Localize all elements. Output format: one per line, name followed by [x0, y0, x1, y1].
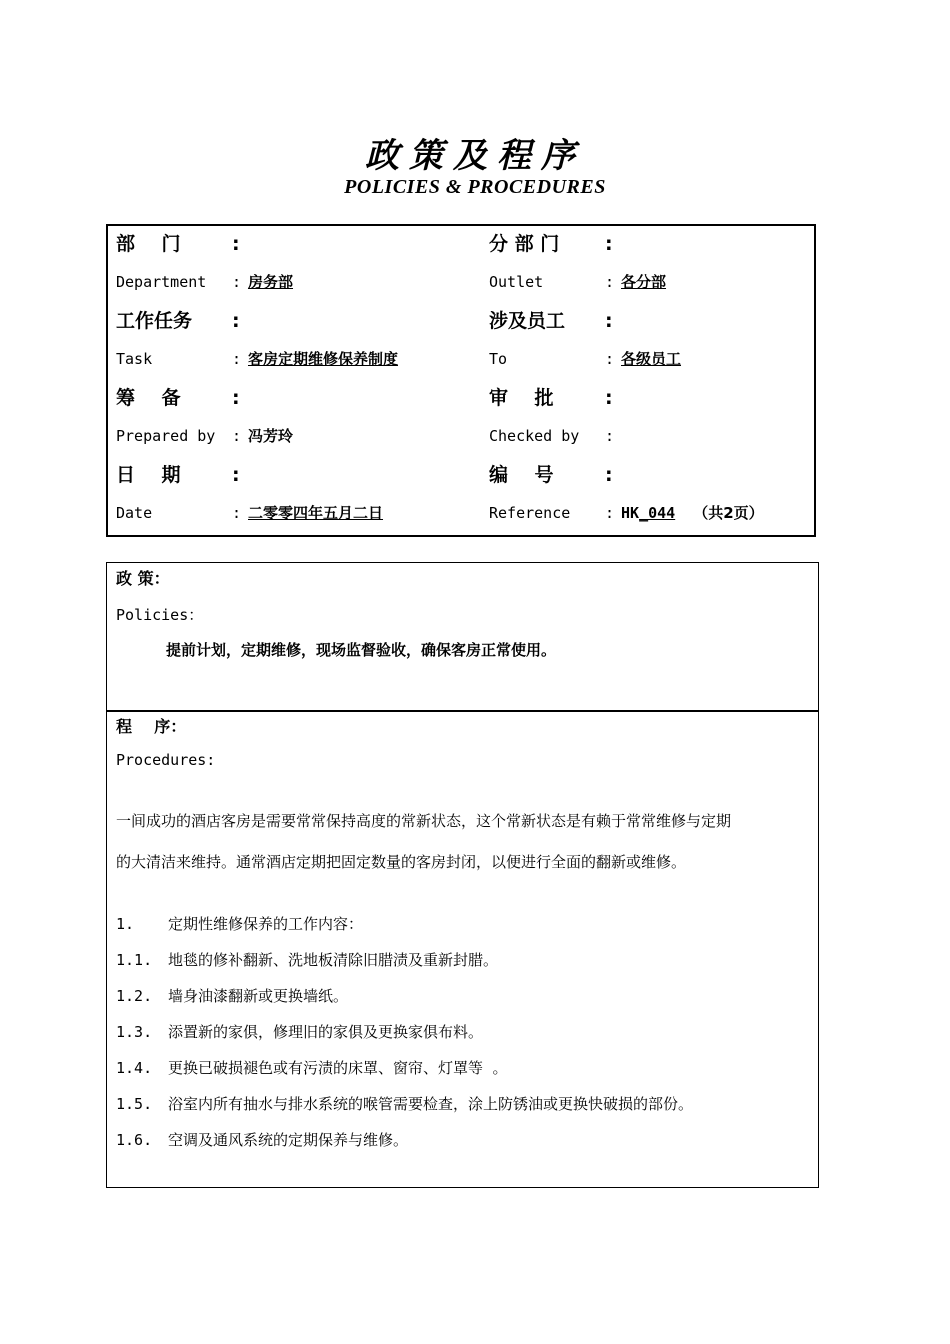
list-item-text: 空调及通风系统的定期保养与维修。: [168, 1131, 409, 1149]
header-row-date-en: [108, 498, 814, 536]
to-label-en: To: [489, 350, 508, 368]
list-item-text: 添置新的家俱，修理旧的家俱及更换家俱布料。: [168, 1023, 484, 1041]
header-row-date-cn: [108, 460, 814, 498]
list-item-number: 1.1.: [116, 951, 153, 969]
colon: :: [232, 273, 242, 291]
colon: :: [232, 504, 242, 522]
list-item-text: 地毯的修补翻新、洗地板清除旧腊渍及重新封腊。: [168, 951, 499, 969]
procedures-section: [106, 710, 819, 1188]
policies-text: 提前计划，定期维修，现场监督验收，确保客房正常使用。: [166, 641, 557, 659]
header-row-department-cn: [108, 229, 814, 267]
colon: :: [605, 427, 615, 445]
colon: :: [605, 310, 613, 332]
colon: :: [232, 427, 242, 445]
colon: :: [232, 233, 240, 255]
list-item-text: 墙身油漆翻新或更换墙纸。: [168, 987, 349, 1005]
date-label-en: Date: [116, 504, 153, 522]
reference-number: _044: [639, 504, 676, 522]
header-row-task-cn: [108, 306, 814, 344]
outlet-label-en: Outlet: [489, 273, 544, 291]
colon: :: [232, 387, 240, 409]
colon: :: [605, 464, 613, 486]
list-item: [116, 1093, 693, 1114]
policies-label-en: Policies：: [116, 606, 204, 624]
colon: :: [232, 310, 240, 332]
task-label-cn: 工作任务: [116, 310, 193, 332]
prepared-value: 冯芳玲: [248, 427, 294, 445]
department-label-en: Department: [116, 273, 207, 291]
list-item: [116, 1057, 508, 1078]
policies-label-cn: 政 策：: [116, 569, 170, 588]
to-value: 各级员工: [621, 350, 682, 368]
list-item-number: 1.6.: [116, 1131, 153, 1149]
department-label-cn: 部 门: [116, 233, 181, 255]
colon: :: [605, 233, 613, 255]
list-item-number: 1.4.: [116, 1059, 153, 1077]
document-header-table: [106, 224, 816, 537]
procedures-label-en: Procedures:: [116, 751, 216, 769]
procedures-intro-line-2: 的大清洁来维持。通常酒店定期把固定数量的客房封闭，以便进行全面的翻新或维修。: [116, 853, 687, 871]
checked-label-cn: 审 批: [489, 387, 554, 409]
prepared-label-en: Prepared by: [116, 427, 216, 445]
list-item-text: 更换已破损褪色或有污渍的床罩、窗帘、灯罩等 。: [168, 1059, 508, 1077]
list-item-number: 1.2.: [116, 987, 153, 1005]
header-row-prepared-cn: [108, 383, 814, 421]
reference-prefix: HK: [621, 504, 640, 522]
checked-label-en: Checked by: [489, 427, 580, 445]
procedures-label-cn: 程 序：: [116, 717, 187, 736]
outlet-label-cn: 分 部 门: [489, 233, 560, 255]
department-value: 房务部: [248, 273, 294, 291]
list-item: [116, 985, 348, 1006]
list-item: [116, 949, 498, 970]
page-title-cn: 政策及程序: [365, 136, 585, 176]
task-label-en: Task: [116, 350, 153, 368]
colon: :: [232, 350, 242, 368]
outlet-value: 各分部: [621, 273, 667, 291]
colon: :: [605, 273, 615, 291]
list-item: [116, 913, 363, 934]
page-title-en: POLICIES & PROCEDURES: [344, 176, 606, 198]
colon: :: [605, 387, 613, 409]
header-row-prepared-en: [108, 421, 814, 459]
header-row-task-en: [108, 344, 814, 382]
list-item-number: 1.5.: [116, 1095, 153, 1113]
date-value: 二零零四年五月二日: [248, 504, 384, 522]
task-value: 客房定期维修保养制度: [248, 350, 399, 368]
reference-label-cn: 编 号: [489, 464, 554, 486]
prepared-label-cn: 筹 备: [116, 387, 181, 409]
list-item: [116, 1021, 483, 1042]
reference-pages: （共2页）: [693, 504, 764, 522]
colon: :: [232, 464, 240, 486]
list-item-number: 1.3.: [116, 1023, 153, 1041]
policies-section: [106, 562, 819, 712]
list-item: [116, 1129, 408, 1150]
to-label-cn: 涉及员工: [489, 310, 566, 332]
colon: :: [605, 350, 615, 368]
procedures-intro-line-1: 一间成功的酒店客房是需要常常保持高度的常新状态，这个常新状态是有赖于常常维修与定期: [116, 812, 732, 830]
header-row-department-en: [108, 267, 814, 305]
list-item-text: 浴室内所有抽水与排水系统的喉管需要检查，涂上防锈油或更换快破损的部份。: [168, 1095, 694, 1113]
reference-label-en: Reference: [489, 504, 571, 522]
date-label-cn: 日 期: [116, 464, 181, 486]
colon: :: [605, 504, 615, 522]
list-item-text: 定期性维修保养的工作内容：: [168, 915, 364, 933]
reference-value: [621, 498, 764, 528]
list-item-number: 1.: [116, 915, 135, 933]
